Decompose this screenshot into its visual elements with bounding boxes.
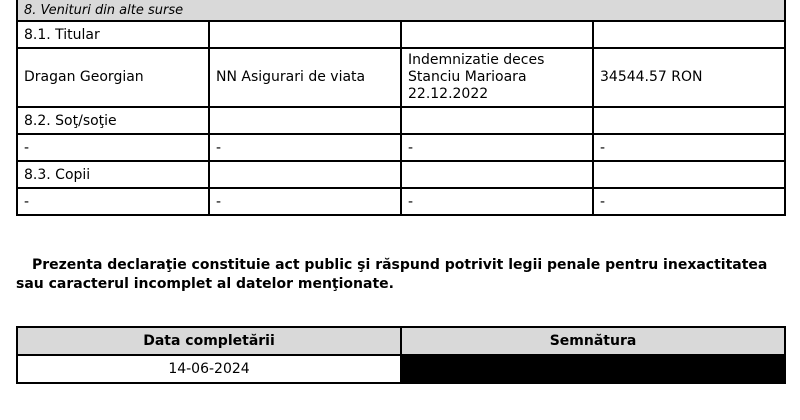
signature-table: [16, 326, 786, 384]
table-row: [17, 21, 785, 48]
signature-header-row: [17, 327, 785, 355]
table-cell: -: [17, 188, 209, 215]
table-cell: [593, 161, 785, 188]
table-cell: -: [209, 134, 401, 161]
signature-value-row: [17, 355, 785, 383]
table-cell: [593, 21, 785, 48]
section-header-row: [17, 0, 785, 21]
table-cell: -: [401, 134, 593, 161]
date-header: Data completării: [17, 327, 401, 355]
income-service: Indemnizatie deces Stanciu Marioara 22.12.2022: [401, 48, 593, 107]
declaration-statement: Prezenta declaraţie constituie act public şi răspund potrivit legii penale pentru inexactitatea sau caracterul incomplet al datelor menţionate.: [16, 257, 768, 292]
income-table: [16, 0, 786, 216]
table-row: [17, 48, 785, 107]
table-row: [17, 107, 785, 134]
income-source: NN Asigurari de viata: [209, 48, 401, 107]
table-cell: [209, 21, 401, 48]
group-label-spouse: 8.2. Soţ/soţie: [17, 107, 209, 134]
completion-date: 14-06-2024: [17, 355, 401, 383]
table-cell: [209, 107, 401, 134]
table-cell: -: [209, 188, 401, 215]
table-row: [17, 161, 785, 188]
group-label-children: 8.3. Copii: [17, 161, 209, 188]
table-row: [17, 134, 785, 161]
table-cell: -: [593, 134, 785, 161]
signature-redacted: [401, 355, 785, 383]
table-cell: [209, 161, 401, 188]
table-cell: -: [593, 188, 785, 215]
table-row: [17, 188, 785, 215]
table-cell: [401, 161, 593, 188]
income-amount: 34544.57 RON: [593, 48, 785, 107]
signature-header: Semnătura: [401, 327, 785, 355]
beneficiary-name: Dragan Georgian: [17, 48, 209, 107]
section-title: 8. Venituri din alte surse: [17, 0, 785, 21]
group-label-titular: 8.1. Titular: [17, 21, 209, 48]
table-cell: -: [17, 134, 209, 161]
table-cell: [401, 21, 593, 48]
table-cell: -: [401, 188, 593, 215]
table-cell: [401, 107, 593, 134]
table-cell: [593, 107, 785, 134]
